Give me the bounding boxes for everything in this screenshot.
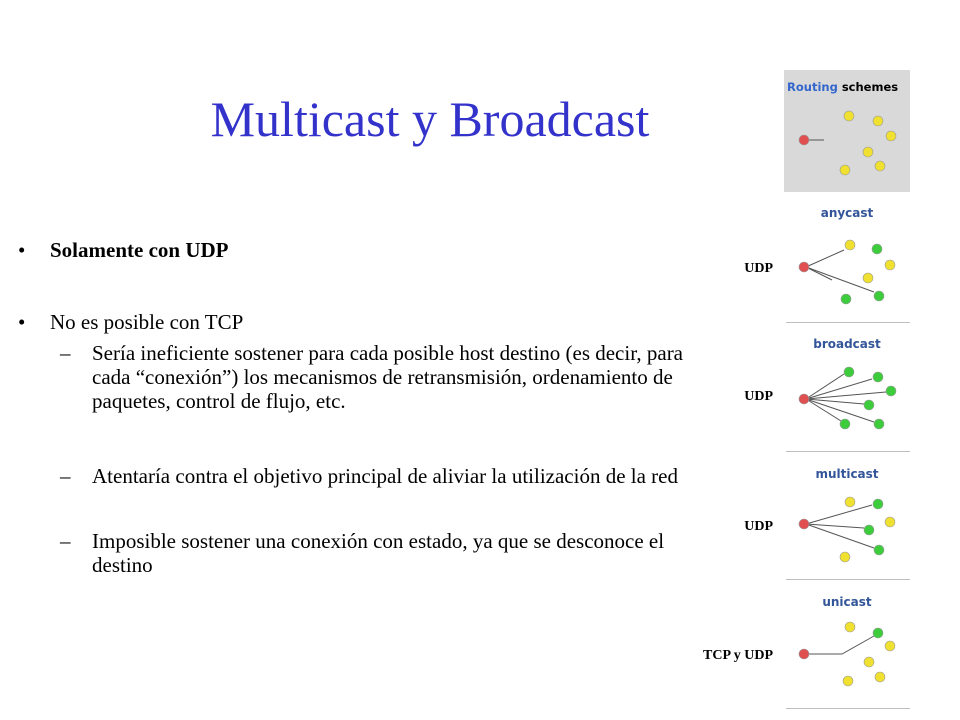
node xyxy=(874,291,884,301)
node xyxy=(885,517,895,527)
node xyxy=(873,372,883,382)
source-node xyxy=(799,262,809,272)
source-node xyxy=(799,135,809,145)
node xyxy=(840,419,850,429)
legend-diagram xyxy=(784,70,910,192)
subbullet-stateful xyxy=(60,529,700,577)
node xyxy=(864,525,874,535)
subbullet-network xyxy=(60,464,700,488)
protocol-label-unicast: TCP y UDP xyxy=(703,648,773,663)
node xyxy=(845,497,855,507)
node xyxy=(873,499,883,509)
source-node xyxy=(799,649,809,659)
node xyxy=(863,147,873,157)
section-divider xyxy=(786,579,910,580)
node xyxy=(875,161,885,171)
node xyxy=(863,273,873,283)
section-divider xyxy=(786,708,910,709)
multicast-label: multicast xyxy=(815,467,879,481)
subbullet-text: Imposible sostener una conexión con estado, ya que se desconoce el destino xyxy=(92,529,665,577)
protocol-label-multicast: UDP xyxy=(744,519,773,534)
node xyxy=(872,244,882,254)
routing-schemes-label: Routing schemes xyxy=(787,80,899,94)
broadcast-label: broadcast xyxy=(813,337,881,351)
source-node xyxy=(799,519,809,529)
dash-marker: – xyxy=(60,529,71,553)
bullet-dot-icon: • xyxy=(18,310,26,334)
dash-marker: – xyxy=(60,341,71,365)
unicast-diagram xyxy=(784,610,910,708)
unicast-label: unicast xyxy=(822,595,872,609)
node xyxy=(843,676,853,686)
protocol-label-anycast: UDP xyxy=(744,261,773,276)
node xyxy=(844,111,854,121)
bullet-text: No es posible con TCP xyxy=(50,310,244,334)
routing-schemes-header xyxy=(784,70,910,192)
node xyxy=(840,165,850,175)
routing-schemes-figure xyxy=(784,70,912,710)
subbullet-text: Sería ineficiente sostener para cada posible host destino (es decir, para cada “conexión”) los mecanismos de retransmisión, ordenamiento de paquetes, control de flujo, etc. xyxy=(92,341,684,413)
node xyxy=(886,131,896,141)
node xyxy=(885,260,895,270)
node xyxy=(873,628,883,638)
node xyxy=(845,622,855,632)
node xyxy=(873,116,883,126)
node xyxy=(885,641,895,651)
node xyxy=(840,552,850,562)
anycast-label: anycast xyxy=(820,206,874,220)
multicast-diagram xyxy=(784,482,910,578)
node xyxy=(874,545,884,555)
node xyxy=(844,367,854,377)
protocol-label-broadcast: UDP xyxy=(744,389,773,404)
node xyxy=(874,419,884,429)
section-divider xyxy=(786,322,910,323)
slide-title: Multicast y Broadcast xyxy=(210,91,650,147)
dash-marker: – xyxy=(60,464,71,488)
section-divider xyxy=(786,451,910,452)
node xyxy=(864,400,874,410)
node xyxy=(875,672,885,682)
anycast-diagram xyxy=(784,220,910,320)
bullet-dot-icon: • xyxy=(18,238,26,262)
subbullet-inefficient xyxy=(60,341,700,413)
subbullet-text: Atentaría contra el objetivo principal de aliviar la utilización de la red xyxy=(92,464,679,488)
bullet-text: Solamente con UDP xyxy=(50,238,229,262)
node xyxy=(864,657,874,667)
node xyxy=(841,294,851,304)
node xyxy=(845,240,855,250)
broadcast-diagram xyxy=(784,352,910,448)
source-node xyxy=(799,394,809,404)
node xyxy=(886,386,896,396)
